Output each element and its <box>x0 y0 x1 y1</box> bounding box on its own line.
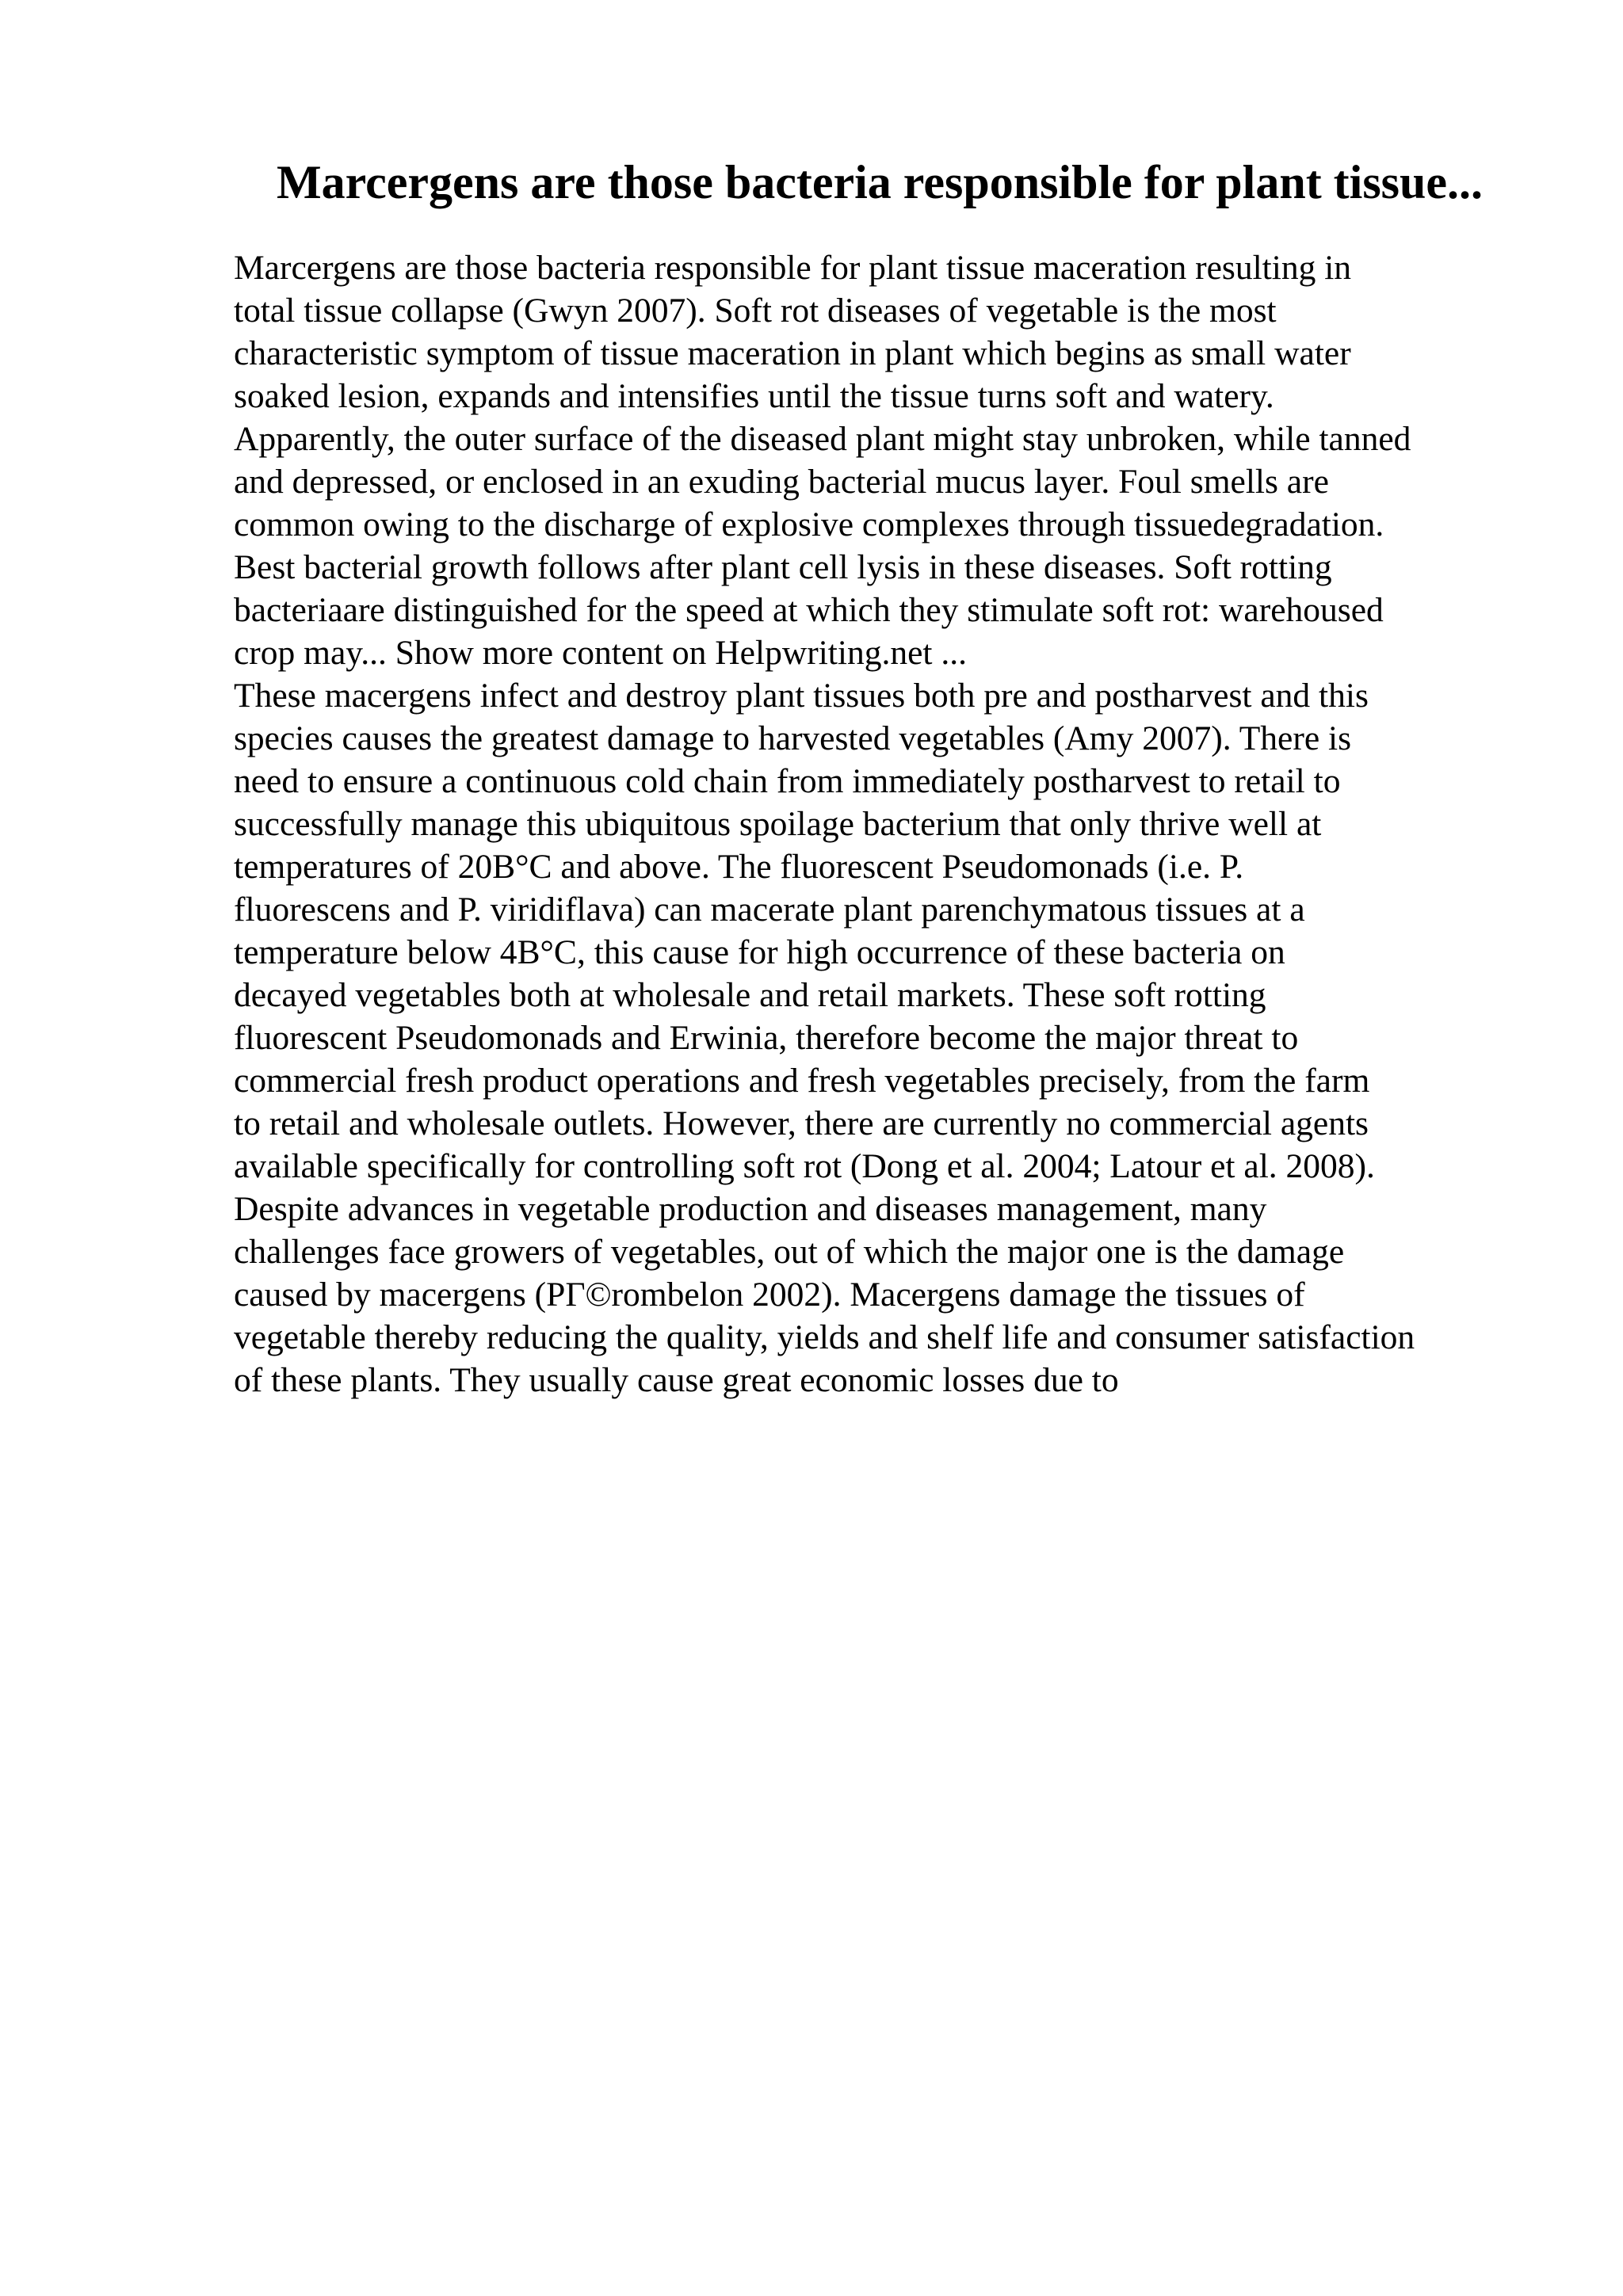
text-line: soaked lesion, expands and intensifies until the tissue turns soft and watery. <box>234 377 1274 415</box>
text-line: bacteriaare distinguished for the speed at which they stimulate soft rot: warehoused <box>234 591 1384 629</box>
text-line: available specifically for controlling soft rot (Dong et al. 2004; Latour et al. 2008). <box>234 1147 1375 1185</box>
text-line: total tissue collapse (Gwyn 2007). Soft rot diseases of vegetable is the most <box>234 292 1277 330</box>
text-line: and depressed, or enclosed in an exuding bacterial mucus layer. Foul smells are <box>234 463 1329 501</box>
text-line: species causes the greatest damage to harvested vegetables (Amy 2007). There is <box>234 719 1352 757</box>
text-line: temperature below 4B°C, this cause for high occurrence of these bacteria on <box>234 933 1285 971</box>
text-line: characteristic symptom of tissue maceration in plant which begins as small water <box>234 334 1351 372</box>
text-line: Despite advances in vegetable production and diseases management, many <box>234 1190 1267 1228</box>
text-line: fluorescent Pseudomonads and Erwinia, therefore become the major threat to <box>234 1019 1299 1057</box>
text-line: vegetable thereby reducing the quality, yields and shelf life and consumer satisfaction <box>234 1318 1415 1356</box>
text-line: caused by macergens (PΓ©rombelon 2002). Macergens damage the tissues of <box>234 1276 1305 1314</box>
text-line: Apparently, the outer surface of the diseased plant might stay unbroken, while tanned <box>234 420 1411 458</box>
text-line: to retail and wholesale outlets. However, there are currently no commercial agents <box>234 1104 1369 1142</box>
text-line: crop may... Show more content on Helpwriting.net ... <box>234 634 967 672</box>
text-line: challenges face growers of vegetables, out of which the major one is the damage <box>234 1233 1345 1271</box>
text-line: fluorescens and P. viridiflava) can macerate plant parenchymatous tissues at a <box>234 891 1305 929</box>
text-line: Best bacterial growth follows after plant cell lysis in these diseases. Soft rotting <box>234 548 1332 586</box>
text-line: temperatures of 20B°C and above. The fluorescent Pseudomonads (i.e. P. <box>234 848 1244 886</box>
text-line: of these plants. They usually cause great economic losses due to <box>234 1361 1119 1399</box>
text-line: successfully manage this ubiquitous spoilage bacterium that only thrive well at <box>234 805 1322 843</box>
body-text <box>234 246 1533 1402</box>
text-line: commercial fresh product operations and fresh vegetables precisely, from the farm <box>234 1062 1370 1100</box>
text-line: need to ensure a continuous cold chain from immediately postharvest to retail to <box>234 762 1341 800</box>
document-title: Marcergens are those bacteria responsible for plant tissue... <box>276 156 1484 208</box>
text-line: decayed vegetables both at wholesale and retail markets. These soft rotting <box>234 976 1266 1014</box>
text-line: Marcergens are those bacteria responsible for plant tissue maceration resulting in <box>234 249 1352 287</box>
text-line: These macergens infect and destroy plant tissues both pre and postharvest and this <box>234 677 1369 715</box>
text-line: common owing to the discharge of explosive complexes through tissuedegradation. <box>234 505 1384 543</box>
